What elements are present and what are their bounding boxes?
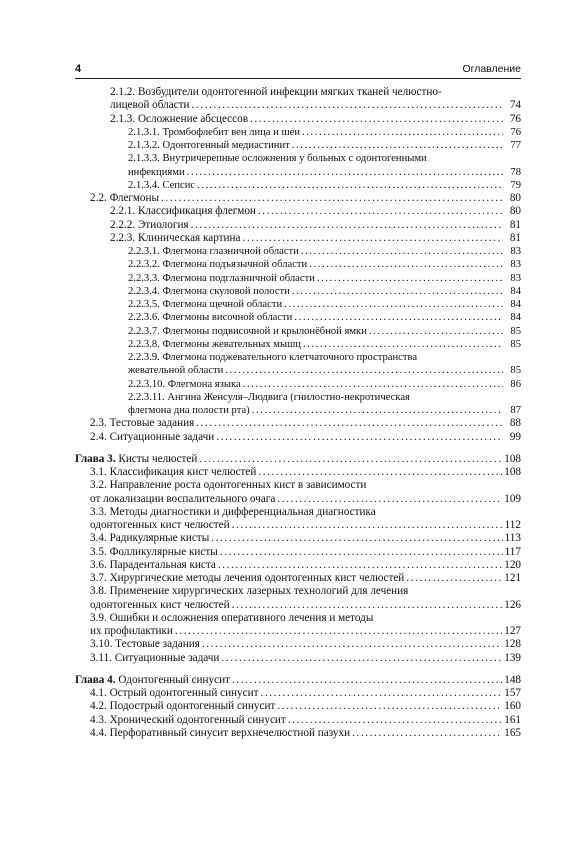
toc-entry-title-line1: Ангина Женсуля–Людвига (гнилостно-некротическая [167, 391, 410, 403]
toc-entry-number: 4.1. [90, 687, 107, 699]
toc-entry[interactable] [75, 652, 521, 665]
toc-entry-title: Ситуационные задачи [109, 430, 215, 443]
toc-entry-page: 128 [504, 638, 521, 651]
toc-entry-page: 83 [510, 272, 521, 284]
dot-leader [232, 674, 502, 687]
toc-entry-number: 3.1. [90, 466, 107, 478]
toc-entry-page: 79 [510, 179, 521, 191]
toc-entry[interactable] [75, 378, 521, 391]
toc-entry-title-line1: Направление роста одонтогенных кист в зависимости [109, 479, 367, 492]
toc-entry-number: 2.2.2. [110, 218, 136, 231]
toc-entry[interactable] [75, 727, 521, 740]
toc-entry-number: 2.2.1. [110, 205, 136, 218]
table-of-contents [75, 86, 521, 740]
toc-entry-number: 3.4. [90, 532, 107, 545]
toc-entry-title: инфекциями [128, 166, 185, 178]
toc-entry-title: Флегмона щечной области [162, 299, 283, 310]
toc-entry-title: Осложнение абсцессов [137, 112, 248, 125]
dot-leader [197, 179, 503, 192]
dot-leader [369, 325, 503, 338]
toc-entry-number: 2.2.3.4. [128, 285, 160, 297]
toc-entry[interactable] [75, 139, 521, 152]
dot-leader [277, 700, 502, 713]
toc-entry-title-line1: Ошибки и осложнения оперативного лечения и методы [109, 611, 374, 624]
toc-entry[interactable] [75, 338, 521, 351]
toc-entry-page: 157 [504, 687, 521, 699]
toc-entry-page: 80 [509, 205, 521, 218]
toc-entry-number: 2.1.3.1. [128, 126, 160, 138]
toc-entry[interactable] [75, 466, 521, 479]
toc-entry-title: Парадентальная киста [109, 558, 216, 571]
toc-entry-number: 2.2.3.1. [128, 246, 160, 257]
toc-entry-title: Перфоративный синусит верхнечелюстной пазухи [109, 726, 351, 739]
toc-entry[interactable] [75, 219, 521, 232]
toc-entry-number: 2.2.3.10. [128, 378, 166, 390]
dot-leader [220, 546, 503, 559]
toc-entry-title-line1: Возбудители одонтогенной инфекции мягких тканей челюстно- [137, 86, 442, 98]
toc-entry-page: 84 [510, 312, 521, 324]
toc-entry-title: жевательной области [128, 365, 224, 377]
toc-entry-title: Хирургические методы лечения одонтогенных кист челюстей [109, 572, 405, 584]
toc-entry-number: 2.1.3.3. [128, 153, 160, 165]
dot-leader [260, 687, 502, 700]
toc-entry-page: 112 [504, 519, 521, 531]
toc-entry-title: Флегмоны [109, 192, 160, 204]
page-number: 4 [75, 63, 82, 75]
toc-entry-number: 4.4. [90, 726, 107, 739]
dot-leader [175, 625, 502, 638]
toc-entry-title: одонтогенных кист челюстей [90, 519, 230, 531]
toc-entry-number: 2.3. [90, 417, 107, 430]
section-gap [75, 665, 521, 674]
toc-entry-number: 2.4. [90, 430, 107, 443]
toc-entry[interactable] [75, 205, 521, 218]
toc-entry-number: 2.1.2. [110, 86, 136, 98]
toc-entry-title: Классификация кист челюстей [109, 466, 257, 478]
toc-entry-page: 83 [510, 246, 521, 257]
toc-entry-number: 4.3. [90, 713, 107, 726]
toc-entry[interactable] [75, 687, 521, 700]
toc-entry-title-line1: Внутричерепные осложнения у больных с одонтогенными [162, 153, 427, 165]
toc-entry-number: 3.3. [90, 505, 107, 518]
toc-entry[interactable] [75, 258, 521, 271]
dot-leader [258, 205, 503, 218]
toc-entry-page: 78 [510, 166, 521, 178]
toc-entry-number: 2.2.3.2. [128, 259, 160, 271]
toc-entry[interactable] [75, 285, 521, 298]
dot-leader [218, 559, 502, 572]
toc-entry[interactable] [75, 192, 521, 205]
toc-entry[interactable] [75, 272, 521, 285]
toc-entry-title: Радикулярные кисты [109, 532, 210, 545]
running-header [75, 63, 521, 77]
toc-entry-page: 84 [510, 285, 521, 297]
toc-entry[interactable] [75, 245, 521, 258]
toc-entry-page: 76 [509, 112, 521, 125]
toc-entry[interactable] [75, 152, 521, 179]
toc-entry-title: Флегмоны височной области [162, 312, 293, 324]
toc-entry-page: 139 [504, 651, 521, 664]
toc-entry-title: Одонтогенный медиастинит [162, 140, 290, 151]
toc-entry-page: 109 [504, 492, 521, 505]
toc-entry-page: 160 [504, 700, 521, 713]
toc-entry-title: Фолликулярные кисты [109, 545, 218, 558]
toc-entry-page: 80 [509, 192, 521, 204]
toc-entry-page: 74 [509, 99, 521, 112]
toc-entry-title: Флегмона глазничной области [162, 246, 299, 257]
toc-entry-number: Глава 3. [75, 452, 116, 465]
toc-entry-title: одонтогенных кист челюстей [90, 598, 230, 611]
toc-entry-title: Флегмона языка [167, 378, 241, 390]
toc-entry-title-line1: Применение хирургических лазерных технологий для лечения [109, 585, 409, 598]
dot-leader [277, 493, 502, 506]
toc-entry[interactable] [75, 638, 521, 651]
dot-leader [352, 727, 502, 740]
toc-entry-page: 81 [509, 218, 521, 231]
toc-entry-number: 2.1.3.4. [128, 179, 160, 191]
dot-leader [292, 285, 503, 298]
toc-entry-number: 3.5. [90, 545, 107, 558]
toc-entry[interactable] [75, 559, 521, 572]
toc-entry-number: 2.1.3.2. [128, 140, 160, 151]
toc-entry[interactable] [75, 311, 521, 324]
toc-entry-number: 3.7. [90, 572, 107, 584]
dot-leader [317, 272, 503, 285]
toc-entry-title: лицевой области [110, 99, 190, 112]
dot-leader [221, 652, 502, 665]
dot-leader [216, 431, 503, 444]
dot-leader [243, 232, 504, 245]
toc-entry[interactable] [75, 714, 521, 727]
toc-entry[interactable] [75, 179, 521, 192]
toc-entry[interactable] [75, 113, 521, 126]
toc-entry-page: 85 [510, 365, 521, 377]
toc-entry-title: Подострый одонтогенный синусит [109, 700, 276, 713]
toc-entry-number: 2.2.3.3. [128, 272, 160, 284]
toc-entry-page: 121 [504, 572, 521, 584]
toc-entry-page: 88 [509, 417, 521, 430]
toc-entry-page: 165 [504, 726, 521, 739]
toc-entry-number: 3.10. [90, 638, 113, 651]
toc-entry-title: Тестовые задания [109, 417, 195, 430]
toc-entry-title: Флегмоны подвисочной и крылонёбной ямки [162, 325, 367, 337]
toc-entry-title: от локализации воспалительного очага [90, 492, 276, 505]
toc-entry[interactable] [75, 86, 521, 113]
toc-entry-number: 2.2.3. [110, 231, 136, 244]
toc-entry-page: 84 [510, 299, 521, 310]
dot-leader [225, 364, 503, 377]
toc-entry-page: 126 [504, 598, 521, 611]
toc-entry-title: Флегмона подъязычной области [162, 259, 308, 271]
toc-entry-number: 2.2.3.11. [128, 391, 165, 403]
dot-leader [309, 258, 503, 271]
toc-entry[interactable] [75, 612, 521, 639]
toc-entry[interactable] [75, 298, 521, 311]
toc-entry-page: 117 [504, 545, 521, 558]
toc-entry-page: 108 [504, 452, 521, 465]
toc-entry-page: 113 [504, 532, 521, 545]
running-title: Оглавление [462, 63, 521, 75]
dot-leader [284, 298, 503, 311]
dot-leader [191, 219, 503, 232]
toc-entry-number: 2.1.3. [110, 112, 136, 125]
toc-entry[interactable] [75, 391, 521, 418]
toc-entry-title: Ситуационные задачи [114, 651, 220, 664]
toc-entry-page: 86 [510, 378, 521, 390]
toc-entry-page: 85 [510, 338, 521, 350]
toc-entry-page: 161 [504, 713, 521, 726]
toc-entry[interactable] [75, 572, 521, 585]
dot-leader [292, 139, 503, 152]
dot-leader [302, 126, 503, 139]
toc-entry-page: 77 [510, 140, 521, 151]
toc-entry-page: 83 [510, 259, 521, 271]
toc-entry-title: их профилактики [90, 625, 173, 637]
toc-entry-page: 99 [509, 430, 521, 443]
dot-leader [232, 519, 503, 532]
dot-leader [288, 714, 502, 727]
dot-leader [196, 417, 503, 430]
toc-entry-title: Острый одонтогенный синусит [109, 687, 259, 699]
toc-entry-number: Глава 4. [75, 673, 116, 686]
dot-leader [202, 638, 502, 651]
toc-entry-title: Флегмона скуловой полости [162, 285, 290, 297]
dot-leader [303, 338, 503, 351]
toc-entry-page: 76 [510, 126, 521, 138]
toc-entry-title: Сепсис [162, 179, 196, 191]
toc-entry-number: 4.2. [90, 700, 107, 713]
dot-leader [211, 532, 502, 545]
toc-entry-title: Тромбофлебит вен лица и шеи [162, 126, 300, 138]
toc-entry-page: 148 [504, 673, 521, 686]
toc-entry[interactable] [75, 585, 521, 612]
toc-entry[interactable] [75, 532, 521, 545]
toc-entry-title: Классификация флегмон [137, 205, 256, 218]
dot-leader [243, 378, 503, 391]
toc-entry[interactable] [75, 546, 521, 559]
toc-entry-title: Одонтогенный синусит [118, 673, 230, 686]
toc-entry-page: 120 [504, 558, 521, 571]
dot-leader [250, 113, 503, 126]
toc-entry-number: 3.6. [90, 558, 107, 571]
toc-entry[interactable] [75, 232, 521, 245]
section-gap [75, 444, 521, 453]
toc-entry-number: 2.2.3.8. [128, 338, 160, 350]
toc-entry-number: 3.11. [90, 651, 112, 664]
toc-entry[interactable] [75, 325, 521, 338]
toc-entry[interactable] [75, 479, 521, 506]
toc-entry-title: флегмона дна полости рта) [128, 405, 250, 416]
dot-leader [187, 166, 503, 179]
dot-leader [294, 311, 503, 324]
dot-leader [406, 572, 502, 585]
dot-leader [192, 99, 503, 112]
toc-entry-number: 2.2.3.5. [128, 299, 160, 310]
toc-entry[interactable] [75, 506, 521, 533]
toc-entry[interactable] [75, 453, 521, 466]
dot-leader [232, 599, 503, 612]
dot-leader [252, 404, 503, 417]
toc-entry-title: Тестовые задания [115, 638, 200, 651]
toc-entry-number: 2.2. [90, 192, 107, 204]
toc-entry-page: 85 [510, 325, 521, 337]
toc-entry[interactable] [75, 700, 521, 713]
dot-leader [258, 466, 502, 479]
toc-entry-title: Этиология [137, 218, 189, 231]
header-rule [75, 78, 521, 79]
toc-entry[interactable] [75, 674, 521, 687]
toc-entry-title: Флегмона подглазничной области [162, 272, 315, 284]
toc-entry[interactable] [75, 351, 521, 378]
toc-entry-number: 2.2.3.6. [128, 312, 160, 324]
toc-entry-number: 3.2. [90, 479, 107, 492]
toc-entry-title-line1: Флегмона поджевательного клетчаточного пространства [162, 352, 418, 363]
toc-entry-title: Кисты челюстей [118, 452, 198, 465]
toc-entry[interactable] [75, 417, 521, 430]
toc-entry-page: 87 [510, 405, 521, 416]
dot-leader [161, 192, 503, 205]
toc-entry-number: 3.9. [90, 611, 107, 624]
toc-entry-number: 2.2.3.7. [128, 325, 160, 337]
dot-leader [199, 453, 502, 466]
toc-entry-number: 3.8. [90, 585, 107, 598]
toc-entry-page: 127 [504, 625, 521, 637]
toc-entry[interactable] [75, 431, 521, 444]
toc-entry-number: 2.2.3.9. [128, 352, 160, 363]
dot-leader [301, 245, 503, 258]
toc-entry-page: 81 [509, 231, 521, 244]
toc-entry-title: Хронический одонтогенный синусит [109, 713, 286, 726]
toc-entry-title-line1: Методы диагностики и дифференциальная диагностика [109, 505, 376, 518]
toc-entry-page: 108 [504, 466, 521, 478]
toc-entry-title: Флегмоны жевательных мышц [162, 338, 301, 350]
toc-entry[interactable] [75, 126, 521, 139]
toc-entry-title: Клиническая картина [137, 231, 241, 244]
